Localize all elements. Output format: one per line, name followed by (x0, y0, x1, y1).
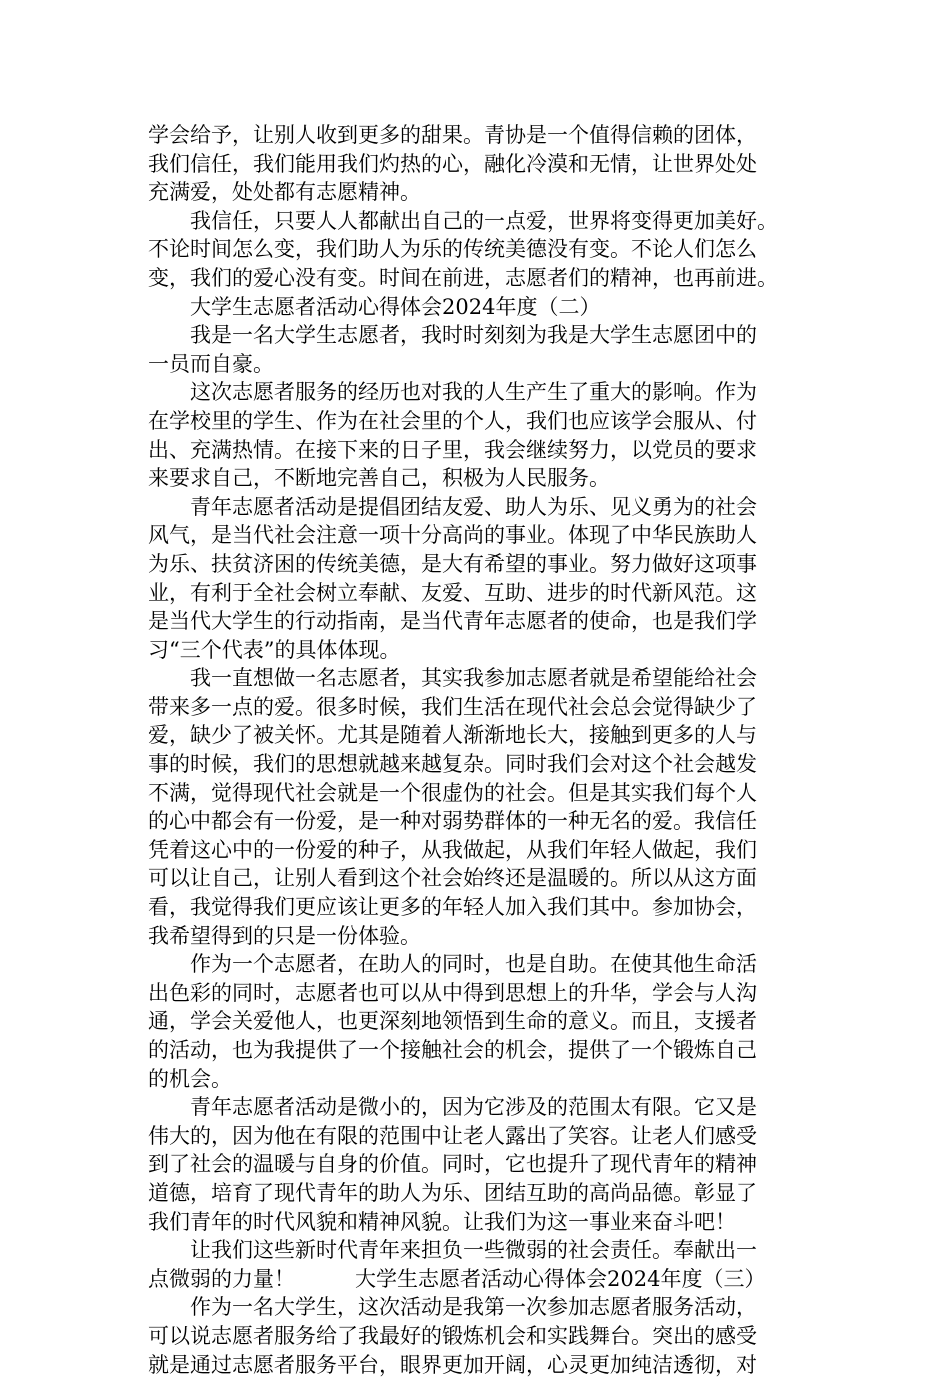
text-line-content: 道德，培育了现代青年的助人为乐、团结互助的高尚品德。彰显了 (148, 1180, 757, 1205)
text-line (148, 807, 808, 836)
text-line-content: 爱，缺少了被关怀。尤其是随着人渐渐地长大，接触到更多的人与 (148, 723, 757, 748)
text-line (148, 950, 808, 979)
text-line (148, 1293, 808, 1322)
text-line (148, 436, 808, 465)
text-line (148, 1265, 808, 1294)
text-line-content: 青年志愿者活动是微小的，因为它涉及的范围太有限。它又是 (190, 1095, 757, 1120)
text-line-content: 来要求自己，不断地完善自己，积极为人民服务。 (148, 466, 610, 491)
text-line-content: 看，我觉得我们更应该让更多的年轻人加入我们其中。参加协会， (148, 895, 757, 920)
text-line (148, 1179, 808, 1208)
text-line (148, 235, 808, 264)
text-line (148, 1150, 808, 1179)
text-line (148, 1122, 808, 1151)
text-line (148, 350, 808, 379)
document-body (148, 121, 808, 1379)
text-line (148, 321, 808, 350)
text-line-content: 在学校里的学生、作为在社会里的个人，我们也应该学会服从、付 (148, 408, 757, 433)
text-line-content: 的机会。 (148, 1066, 232, 1091)
text-line-content: 大学生志愿者活动心得体会2024年度（二） (190, 294, 601, 319)
text-line (148, 378, 808, 407)
text-line-content: 为乐、扶贫济困的传统美德，是大有希望的事业。努力做好这项事 (148, 551, 757, 576)
text-line (148, 521, 808, 550)
text-line-content: 充满爱，处处都有志愿精神。 (148, 180, 421, 205)
text-line-content: 可以让自己，让别人看到这个社会始终还是温暖的。所以从这方面 (148, 866, 757, 891)
text-line-content: 学会给予，让别人收到更多的甜果。青协是一个值得信赖的团体， (148, 123, 757, 147)
text-line (148, 836, 808, 865)
text-line (148, 664, 808, 693)
text-line-content: 点微弱的力量！ (148, 1266, 295, 1291)
text-line (148, 207, 808, 236)
text-line (148, 178, 808, 207)
text-line-content: 不论时间怎么变，我们助人为乐的传统美德没有变。不论人们怎么 (148, 237, 757, 262)
text-line-content: 我一直想做一名志愿者，其实我参加志愿者就是希望能给社会 (190, 666, 757, 691)
text-line-content: 出、充满热情。在接下来的日子里，我会继续努力，以党员的要求 (148, 437, 757, 462)
text-line (148, 579, 808, 608)
text-line-content: 可以说志愿者服务给了我最好的锻炼机会和实践舞台。突出的感受 (148, 1323, 757, 1348)
text-line-content: 作为一个志愿者，在助人的同时，也是自助。在使其他生命活 (190, 952, 757, 977)
text-line-content: 出色彩的同时，志愿者也可以从中得到思想上的升华，学会与人沟 (148, 980, 757, 1005)
text-line (148, 979, 808, 1008)
text-line-content: 我们信任，我们能用我们灼热的心，融化冷漠和无情，让世界处处 (148, 151, 757, 176)
text-line (148, 636, 808, 665)
text-line (148, 1236, 808, 1265)
text-line (148, 1093, 808, 1122)
text-line (148, 750, 808, 779)
text-line-content: 让我们这些新时代青年来担负一些微弱的社会责任。奉献出一 (190, 1238, 757, 1263)
text-line-content: 到了社会的温暖与自身的价值。同时，它也提升了现代青年的精神 (148, 1152, 757, 1177)
text-line-content: 的心中都会有一份爱，是一种对弱势群体的一种无名的爱。我信任 (148, 809, 757, 834)
section-heading: 大学生志愿者活动心得体会2024年度（三） (355, 1266, 766, 1291)
text-line-content: 业，有利于全社会树立奉献、友爱、互助、进步的时代新风范。这 (148, 580, 757, 605)
text-line-content: 风气，是当代社会注意一项十分高尚的事业。体现了中华民族助人 (148, 523, 757, 548)
text-line (148, 121, 808, 150)
text-line-content: 带来多一点的爱。很多时候，我们生活在现代社会总会觉得缺少了 (148, 694, 757, 719)
text-line (148, 150, 808, 179)
text-line (148, 1322, 808, 1351)
text-line (148, 550, 808, 579)
text-line-content: 的活动，也为我提供了一个接触社会的机会，提供了一个锻炼自己 (148, 1038, 757, 1062)
text-line (148, 779, 808, 808)
text-line (148, 493, 808, 522)
text-line-content: 青年志愿者活动是提倡团结友爱、助人为乐、见义勇为的社会 (190, 494, 757, 519)
text-line-content: 变，我们的爱心没有变。时间在前进，志愿者们的精神，也再前进。 (148, 265, 778, 290)
text-line (148, 607, 808, 636)
text-line (148, 293, 808, 322)
text-line (148, 264, 808, 293)
text-line-content: 习“三个代表”的具体体现。 (148, 637, 401, 662)
text-line (148, 1208, 808, 1237)
text-line-content: 是当代大学生的行动指南，是当代青年志愿者的使命，也是我们学 (148, 609, 757, 634)
text-line-content: 作为一名大学生，这次活动是我第一次参加志愿者服务活动， (190, 1295, 757, 1320)
text-line (148, 1007, 808, 1036)
text-line-content: 我是一名大学生志愿者，我时时刻刻为我是大学生志愿团中的 (190, 323, 757, 348)
text-line-content: 我信任，只要人人都献出自己的一点爱，世界将变得更加美好。 (190, 208, 778, 233)
text-line-content: 不满，觉得现代社会就是一个很虚伪的社会。但是其实我们每个人 (148, 780, 757, 805)
text-line-content: 我希望得到的只是一份体验。 (148, 923, 421, 948)
text-line (148, 1065, 808, 1094)
text-line (148, 464, 808, 493)
text-line (148, 1351, 808, 1379)
text-line-content: 我们青年的时代风貌和精神风貌。让我们为这一事业来奋斗吧！ (148, 1209, 736, 1234)
text-line-content: 这次志愿者服务的经历也对我的人生产生了重大的影响。作为 (190, 380, 757, 405)
text-line-content: 事的时候，我们的思想就越来越复杂。同时我们会对这个社会越发 (148, 752, 757, 777)
text-line-content: 通，学会关爱他人，也更深刻地领悟到生命的意义。而且，支援者 (148, 1009, 757, 1034)
text-line (148, 893, 808, 922)
text-line (148, 864, 808, 893)
text-line-content: 凭着这心中的一份爱的种子，从我做起，从我们年轻人做起，我们 (148, 837, 757, 862)
text-line (148, 922, 808, 951)
text-line (148, 1036, 808, 1065)
text-line-content: 一员而自豪。 (148, 351, 274, 376)
text-line (148, 721, 808, 750)
text-line (148, 693, 808, 722)
text-line-content: 就是通过志愿者服务平台，眼界更加开阔，心灵更加纯洁透彻，对 (148, 1352, 757, 1377)
text-line (148, 407, 808, 436)
text-line-content: 伟大的，因为他在有限的范围中让老人露出了笑容。让老人们感受 (148, 1123, 757, 1148)
